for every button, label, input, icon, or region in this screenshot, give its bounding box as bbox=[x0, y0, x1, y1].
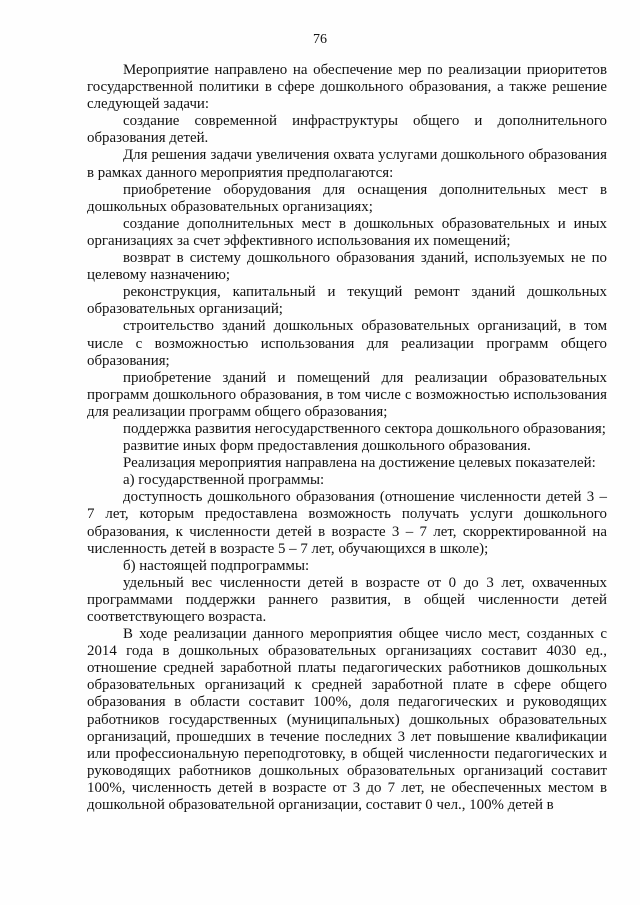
paragraph-results: В ходе реализации данного мероприятия общее число мест, созданных с 2014 года в дошкольных образовательных организациях составит 4030 ед., отношение средней заработной платы педагогических работников дошкольных образовательных организаций к средней заработной плате в сфере общего образования в области составит 100%, доля педагогических и руководящих работников государственных (муниципальных) дошкольных образовательных организаций, прошедших в течение последних 3 лет повышение квалификации или профессиональную переподготовку, в общей численности педагогических и руководящих работников дошкольных образовательных организаций составит 100%, численность детей в возрасте от 3 до 7 лет, не обеспеченных местом в дошкольной образовательной организации, составит 0 чел., 100% детей в bbox=[87, 626, 607, 814]
paragraph-measures-intro: Для решения задачи увеличения охвата услугами дошкольного образования в рамках данного мероприятия предполагаются: bbox=[87, 147, 607, 181]
list-item-acquisition: приобретение зданий и помещений для реализации образовательных программ дошкольного образования, в том числе с возможностью использования для реализации программ общего образования; bbox=[87, 369, 607, 420]
list-item-reconstruction: реконструкция, капитальный и текущий ремонт зданий дошкольных образовательных организаций; bbox=[87, 284, 607, 318]
list-item-non-state-support: поддержка развития негосударственного сектора дошкольного образования; bbox=[123, 420, 606, 437]
list-item-return-buildings: возврат в систему дошкольного образования зданий, используемых не по целевому назначению; bbox=[87, 250, 607, 284]
list-item-equipment: приобретение оборудования для оснащения дополнительных мест в дошкольных образовательных организациях; bbox=[87, 181, 607, 215]
body-text bbox=[87, 62, 607, 814]
paragraph-state-program: а) государственной программы: bbox=[123, 472, 325, 489]
paragraph-accessibility-indicator: доступность дошкольного образования (отношение численности детей 3 – 7 лет, которым предоставлена возможность получать услуги дошкольного образования, к численности детей в возрасте 3 – 7 лет, скорректированной на численность детей в возрасте 5 – 7 лет, обучающихся в школе); bbox=[87, 489, 607, 557]
list-item-construction: строительство зданий дошкольных образовательных организаций, в том числе с возможностью использования для реализации программ общего образования; bbox=[87, 318, 607, 369]
paragraph-indicators-intro: Реализация мероприятия направлена на достижение целевых показателей: bbox=[123, 455, 596, 472]
paragraph-subprogram: б) настоящей подпрограммы: bbox=[123, 557, 310, 574]
page-number: 76 bbox=[313, 32, 327, 47]
paragraph-task: создание современной инфраструктуры общего и дополнительного образования детей. bbox=[87, 113, 607, 147]
paragraph-intro: Мероприятие направлено на обеспечение мер по реализации приоритетов государственной политики в сфере дошкольного образования, а также решение следующей задачи: bbox=[87, 62, 607, 113]
list-item-additional-places: создание дополнительных мест в дошкольных образовательных и иных организациях за счет эффективного использования их помещений; bbox=[87, 215, 607, 249]
list-item-other-forms: развитие иных форм предоставления дошкольного образования. bbox=[123, 438, 531, 455]
paragraph-early-development-indicator: удельный вес численности детей в возрасте от 0 до 3 лет, охваченных программами поддержки раннего развития, в общей численности детей соответствующего возраста. bbox=[87, 574, 607, 625]
